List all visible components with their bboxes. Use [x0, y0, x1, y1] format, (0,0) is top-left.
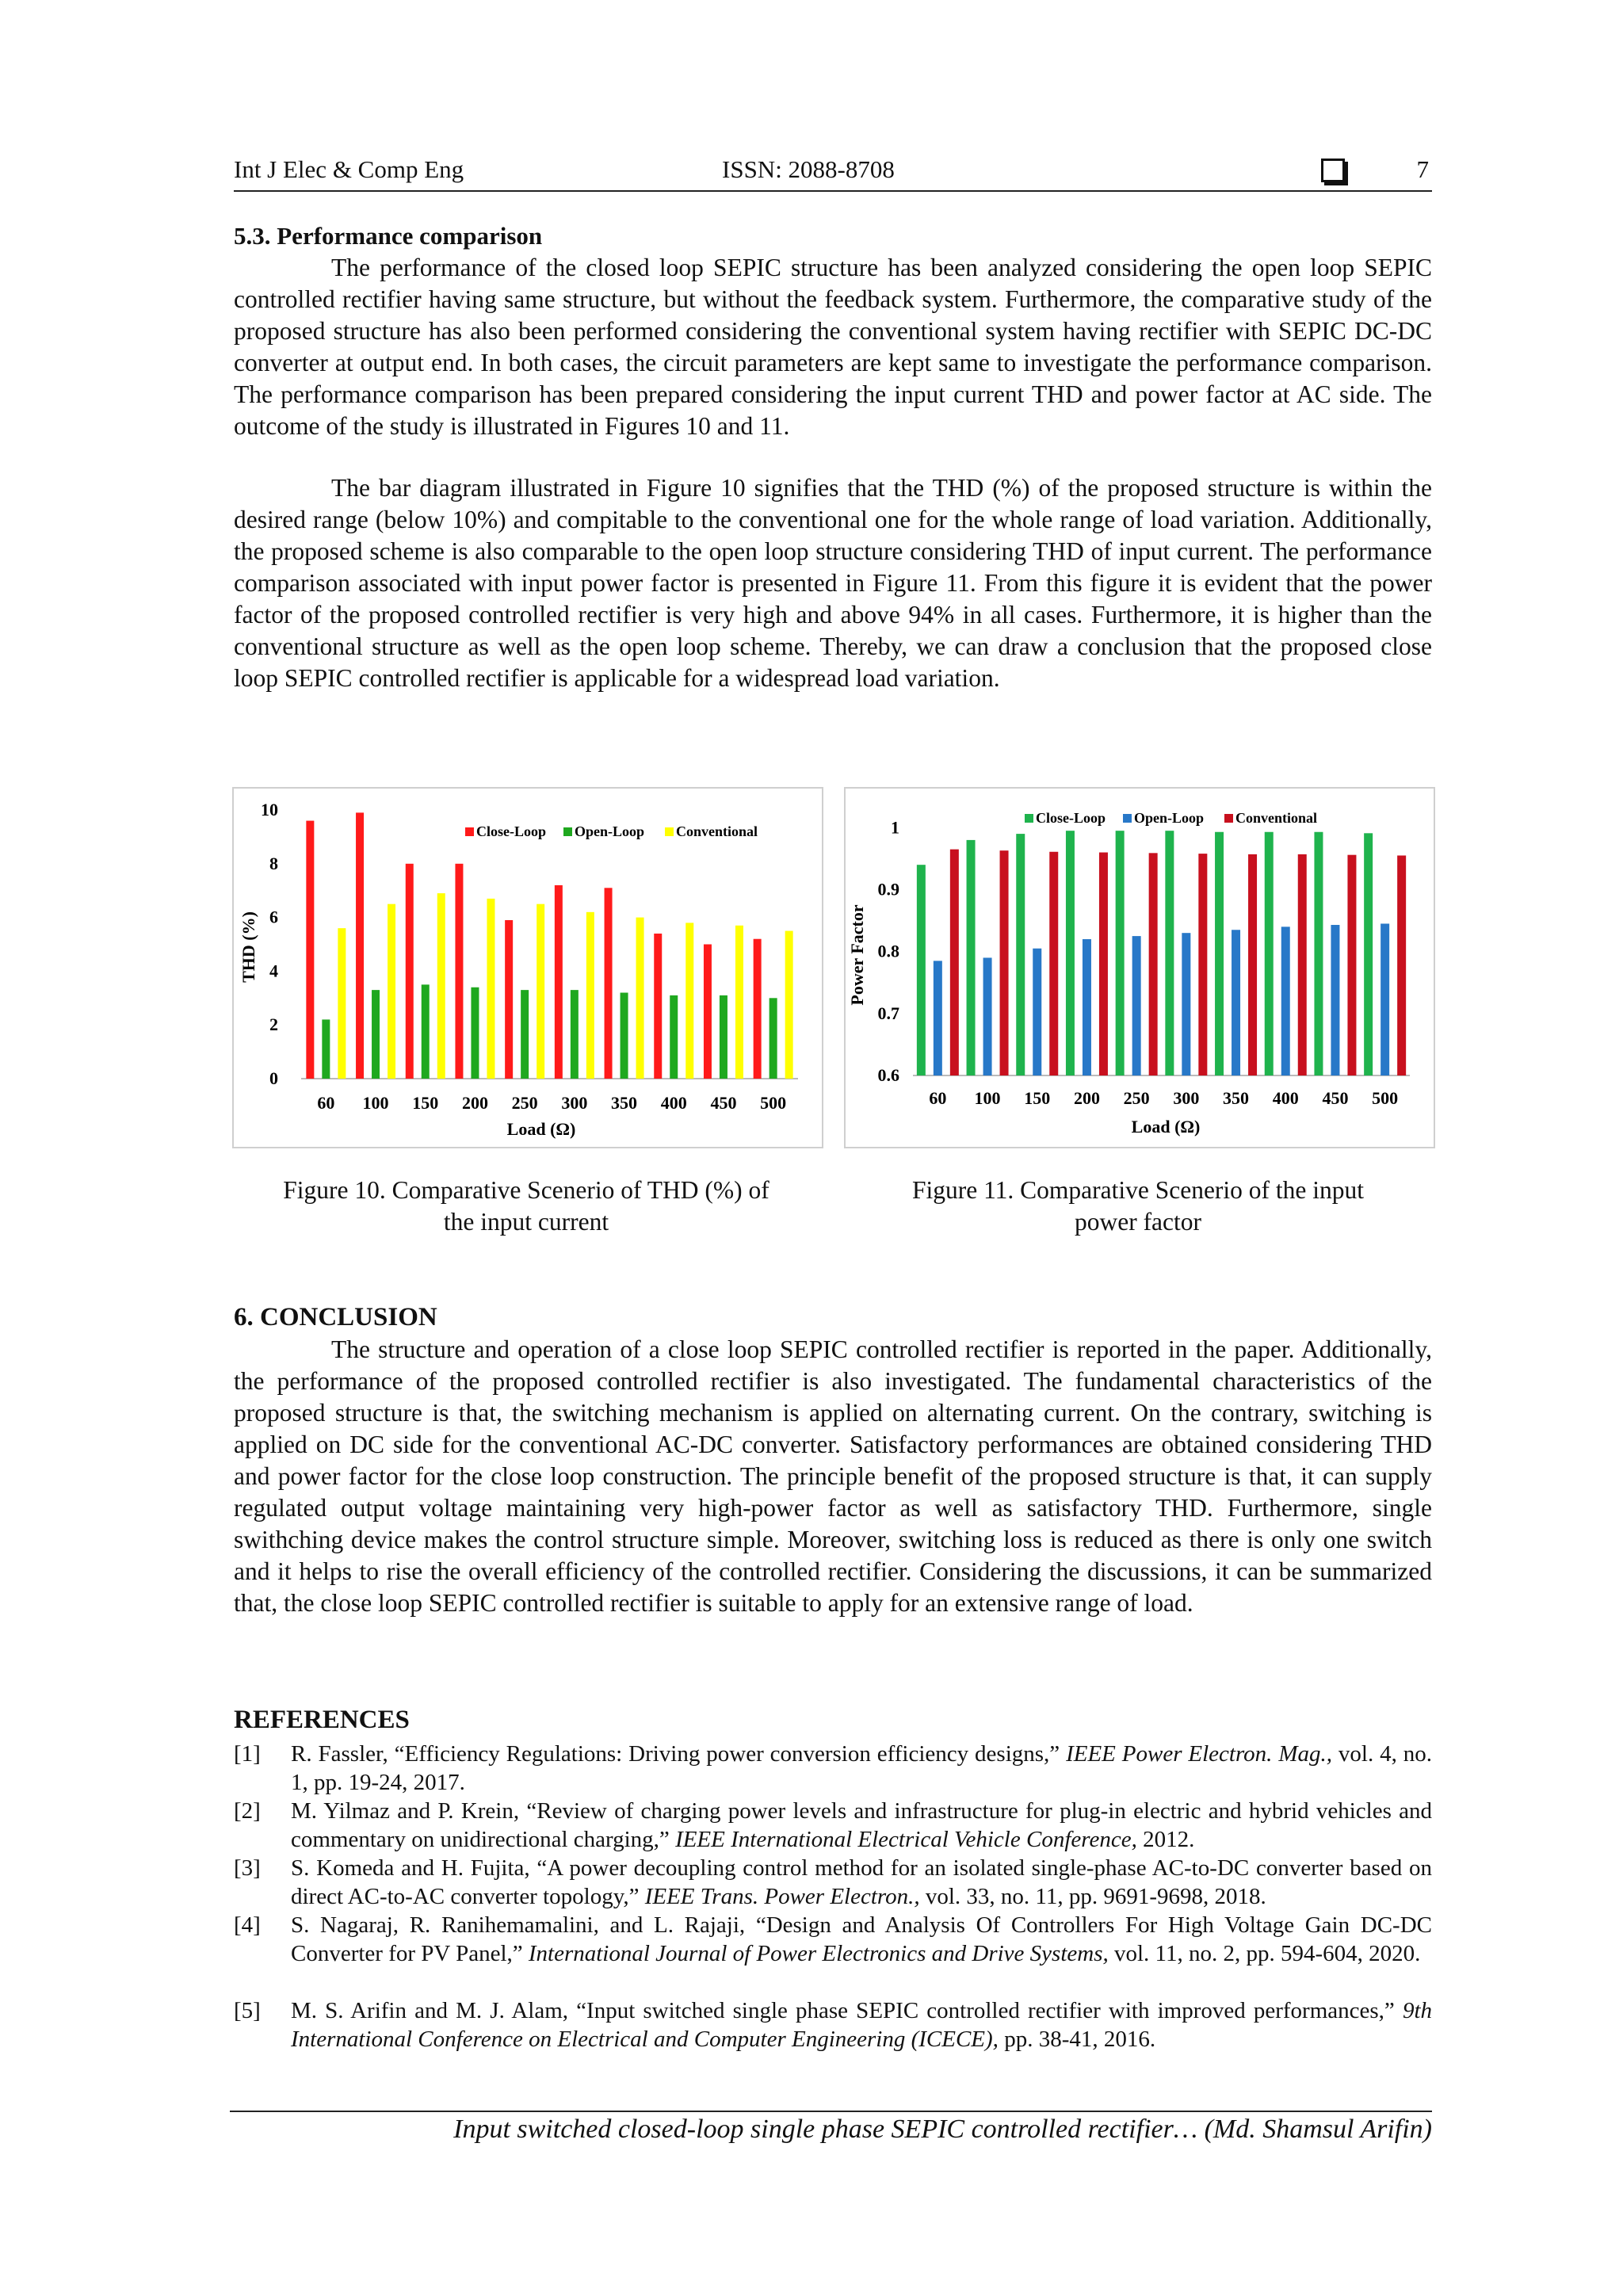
bar-conventional-60	[950, 850, 959, 1075]
bar-open-loop-250	[521, 990, 529, 1079]
bar-close-loop-200	[455, 864, 463, 1079]
x-tick-label: 250	[1123, 1088, 1150, 1108]
y-tick-label: 0.6	[877, 1065, 899, 1085]
bar-close-loop-450	[1314, 832, 1323, 1075]
y-tick-label: 0.7	[877, 1003, 899, 1023]
reference-text	[291, 1854, 1432, 1911]
legend-swatch	[563, 827, 572, 836]
x-tick-label: 60	[317, 1093, 335, 1113]
x-tick-label: 150	[412, 1093, 439, 1113]
thd-chart-svg	[234, 789, 822, 1147]
bar-open-loop-60	[934, 961, 942, 1075]
y-tick-label: 10	[261, 800, 278, 819]
bar-open-loop-150	[422, 984, 430, 1079]
bar-conventional-150	[1049, 852, 1058, 1075]
bar-close-loop-250	[1116, 831, 1125, 1075]
figure-11-caption-line2: power factor	[1074, 1208, 1202, 1236]
reference-details: pp. 38-41, 2016.	[998, 2027, 1156, 2052]
reference-details: vol. 11, no. 2, pp. 594-604, 2020.	[1108, 1941, 1421, 1966]
bar-conventional-250	[1149, 853, 1158, 1075]
reference-details: 2012.	[1136, 1827, 1195, 1852]
bar-open-loop-300	[1182, 933, 1190, 1075]
reference-authors-title: M. S. Arifin and M. J. Alam, “Input switched single phase SEPIC controlled rectifier with improved performances,”	[291, 1998, 1403, 2023]
paragraph-performance-1: The performance of the closed loop SEPIC structure has been analyzed considering the open loop SEPIC controlled rectifier having same structure, but without the feedback system. Furthermore, the comparative study of the proposed structure has also been performed considering the conventional system having rectifier with SEPIC DC-DC converter at output end. In both cases, the circuit parameters are kept same to investigate the performance comparison. The performance comparison has been prepared considering the input current THD and power factor at AC side. The outcome of the study is illustrated in Figures 10 and 11.	[234, 254, 1432, 440]
x-tick-label: 200	[1073, 1088, 1100, 1108]
paragraph-performance-2: The bar diagram illustrated in Figure 10 signifies that the THD (%) of the proposed structure is within the desired range (below 10%) and compitable to the conventional one for the whole range of load variation. Additionally, the proposed scheme is also comparable to the open loop structure considering THD of input current. The performance comparison associated with input power factor is presented in Figure 11. From this figure it is evident that the power factor of the proposed controlled rectifier is very high and above 94% in all cases. Furthermore, it is higher than the conventional structure as well as the open loop scheme. Thereby, we can draw a conclusion that the proposed close loop SEPIC controlled rectifier is applicable for a widespread load variation.	[234, 474, 1432, 692]
bar-open-loop-350	[621, 993, 628, 1079]
reference-number: [3]	[234, 1855, 261, 1881]
bar-close-loop-100	[356, 812, 364, 1079]
bar-conventional-60	[338, 928, 346, 1079]
journal-name: Int J Elec & Comp Eng	[234, 155, 464, 183]
reference-number: [5]	[234, 1998, 261, 2023]
x-tick-label: 150	[1024, 1088, 1051, 1108]
legend-swatch	[465, 827, 474, 836]
bar-conventional-100	[1000, 850, 1009, 1075]
bar-open-loop-200	[1083, 939, 1091, 1075]
bar-close-loop-150	[1016, 834, 1025, 1075]
bar-conventional-500	[1397, 855, 1406, 1075]
legend-label: Conventional	[1235, 810, 1318, 826]
bar-conventional-300	[1198, 854, 1207, 1075]
bar-close-loop-300	[1165, 831, 1174, 1075]
bar-close-loop-400	[1265, 832, 1274, 1075]
y-tick-label: 0	[269, 1068, 278, 1088]
section-title-performance: 5.3. Performance comparison	[234, 222, 543, 250]
bar-close-loop-60	[306, 821, 314, 1079]
x-tick-label: 100	[362, 1093, 389, 1113]
y-tick-label: 0.8	[877, 941, 899, 961]
reference-details: vol. 33, no. 11, pp. 9691-9698, 2018.	[919, 1884, 1266, 1909]
reference-number: [4]	[234, 1912, 261, 1938]
paragraph-conclusion: The structure and operation of a close loop SEPIC controlled rectifier is reported in the paper. Additionally, the performance of the proposed controlled rectifier is also investigated. The fundamental characteristics of the proposed structure is that, the switching mechanism is applied on alternating current. On the contrary, switching is applied on DC side for the conventional AC-DC converter. Satisfactory performances are obtained considering THD and power factor for the close loop construction. The principle benefit of the proposed structure is that, it can supply regulated output voltage maintaining very high-power factor as well as satisfactory THD. Furthermore, single swithching device makes the control structure simple. Moreover, switching loss is reduced as there is only one switch and it helps to rise the overall efficiency of the controlled rectifier. Considering the discussions, it can be summarized that, the close loop SEPIC controlled rectifier is suitable to apply for an extensive range of load.	[234, 1335, 1432, 1617]
legend-swatch	[1025, 814, 1033, 823]
y-axis-label: Power Factor	[847, 904, 867, 1006]
reference-text	[291, 1996, 1432, 2053]
bar-close-loop-450	[704, 945, 712, 1079]
bar-close-loop-60	[917, 865, 926, 1075]
legend-swatch	[665, 827, 674, 836]
power-factor-chart-svg	[846, 789, 1434, 1147]
legend-swatch	[1224, 814, 1233, 823]
bar-close-loop-150	[406, 864, 414, 1079]
bar-open-loop-100	[372, 990, 380, 1079]
figure-10-caption	[232, 1175, 820, 1238]
bar-conventional-500	[785, 931, 793, 1079]
bar-conventional-400	[1298, 854, 1307, 1075]
figure-10-caption-line2: the input current	[443, 1208, 609, 1236]
bar-close-loop-350	[1215, 832, 1224, 1075]
bar-conventional-400	[685, 923, 693, 1079]
reference-details: vol. 4, no. 1, pp. 19-24, 2017.	[291, 1741, 1432, 1795]
reference-venue: IEEE Trans. Power Electron.,	[644, 1884, 920, 1909]
reference-venue: IEEE Power Electron. Mag.,	[1066, 1741, 1332, 1767]
x-tick-label: 450	[710, 1093, 737, 1113]
bar-open-loop-500	[1381, 923, 1389, 1075]
bar-conventional-250	[537, 904, 544, 1079]
checkbox-square-icon	[1321, 159, 1345, 182]
reference-authors-title: M. Yilmaz and P. Krein, “Review of charging power levels and infrastructure for plug-in electric and hybrid vehicles and commentary on unidirectional charging,”	[291, 1798, 1432, 1852]
x-tick-label: 300	[561, 1093, 588, 1113]
x-tick-label: 60	[929, 1088, 947, 1108]
bar-conventional-350	[636, 918, 644, 1079]
bar-close-loop-500	[754, 939, 762, 1079]
references-title: REFERENCES	[234, 1706, 410, 1734]
y-tick-label: 8	[269, 853, 278, 873]
reference-number: [1]	[234, 1741, 261, 1767]
reference-venue: IEEE International Electrical Vehicle Conference,	[675, 1827, 1137, 1852]
figure-11-caption	[844, 1175, 1432, 1238]
y-tick-label: 2	[269, 1014, 278, 1035]
bar-close-loop-200	[1066, 831, 1075, 1075]
bar-open-loop-350	[1232, 930, 1240, 1075]
bar-open-loop-500	[769, 998, 777, 1079]
x-tick-label: 250	[511, 1093, 538, 1113]
reference-authors-title: S. Komeda and H. Fujita, “A power decoupling control method for an isolated single-phase AC-to-DC converter based on direct AC-to-AC converter topology,”	[291, 1855, 1432, 1909]
footer-divider	[230, 2111, 1432, 2112]
bar-close-loop-300	[555, 885, 563, 1079]
reference-venue: International Journal of Power Electronics and Drive Systems,	[528, 1941, 1109, 1966]
bar-open-loop-200	[471, 988, 479, 1079]
y-axis-label: THD (%)	[239, 911, 258, 983]
reference-authors-title: S. Nagaraj, R. Ranihemamalini, and L. Rajaji, “Design and Analysis Of Controllers For High Voltage Gain DC-DC Converter for PV Panel,”	[291, 1912, 1432, 1966]
x-tick-label: 350	[611, 1093, 638, 1113]
legend-label: Open-Loop	[1134, 810, 1205, 826]
x-tick-label: 200	[461, 1093, 488, 1113]
legend-swatch	[1123, 814, 1132, 823]
issn: ISSN: 2088-8708	[722, 155, 895, 183]
x-tick-label: 500	[1372, 1088, 1399, 1108]
bar-open-loop-150	[1033, 949, 1041, 1075]
bar-open-loop-450	[720, 995, 727, 1079]
page-footer: Input switched closed-loop single phase SEPIC controlled rectifier… (Md. Shamsul Arifin)	[453, 2115, 1432, 2144]
bar-open-loop-250	[1132, 936, 1141, 1075]
bar-open-loop-60	[322, 1019, 330, 1079]
x-tick-label: 100	[974, 1088, 1001, 1108]
figure-10-thd-chart	[232, 787, 823, 1148]
bar-close-loop-100	[967, 840, 976, 1075]
x-tick-label: 300	[1173, 1088, 1200, 1108]
bar-conventional-200	[1099, 853, 1108, 1075]
bar-conventional-350	[1248, 854, 1257, 1075]
y-tick-label: 0.9	[877, 879, 899, 900]
bar-close-loop-250	[505, 920, 513, 1079]
bar-conventional-200	[487, 899, 495, 1079]
figure-10-caption-line1: Figure 10. Comparative Scenerio of THD (%) of	[283, 1176, 769, 1204]
bar-conventional-100	[388, 904, 395, 1079]
legend-label: Open-Loop	[575, 823, 645, 839]
reference-authors-title: R. Fassler, “Efficiency Regulations: Driving power conversion efficiency designs,”	[291, 1741, 1067, 1767]
reference-text	[291, 1740, 1432, 1797]
bar-close-loop-400	[654, 934, 662, 1079]
bar-conventional-450	[1347, 855, 1356, 1075]
bar-open-loop-450	[1331, 925, 1339, 1075]
figure-11-power-factor-chart	[844, 787, 1435, 1148]
x-tick-label: 450	[1322, 1088, 1349, 1108]
bar-open-loop-400	[670, 995, 678, 1079]
bar-conventional-150	[437, 893, 445, 1079]
reference-text	[291, 1797, 1432, 1854]
bar-conventional-450	[735, 926, 743, 1079]
page-number: 7	[1416, 155, 1429, 183]
x-tick-label: 400	[1272, 1088, 1299, 1108]
bar-conventional-300	[586, 912, 594, 1079]
bar-open-loop-100	[983, 957, 992, 1075]
bar-open-loop-400	[1281, 926, 1290, 1075]
y-tick-label: 1	[891, 817, 899, 838]
reference-venue: 9th International Conference on Electrical and Computer Engineering (ICECE),	[291, 1998, 1432, 2052]
x-tick-label: 350	[1223, 1088, 1250, 1108]
bar-open-loop-300	[571, 990, 579, 1079]
bar-close-loop-350	[605, 888, 613, 1079]
page-header	[234, 155, 1432, 192]
bar-close-loop-500	[1364, 833, 1373, 1075]
legend-label: Close-Loop	[1036, 810, 1106, 826]
figure-11-caption-line1: Figure 11. Comparative Scenerio of the input	[911, 1176, 1365, 1204]
x-axis-label: Load (Ω)	[506, 1119, 576, 1139]
y-tick-label: 6	[269, 907, 278, 927]
x-axis-label: Load (Ω)	[1131, 1117, 1201, 1137]
reference-text	[291, 1911, 1432, 1968]
reference-number: [2]	[234, 1798, 261, 1824]
section-title-conclusion: 6. CONCLUSION	[234, 1303, 437, 1331]
legend-label: Close-Loop	[476, 823, 547, 839]
legend-label: Conventional	[676, 823, 758, 839]
y-tick-label: 4	[269, 961, 278, 981]
x-tick-label: 400	[660, 1093, 687, 1113]
x-tick-label: 500	[760, 1093, 787, 1113]
